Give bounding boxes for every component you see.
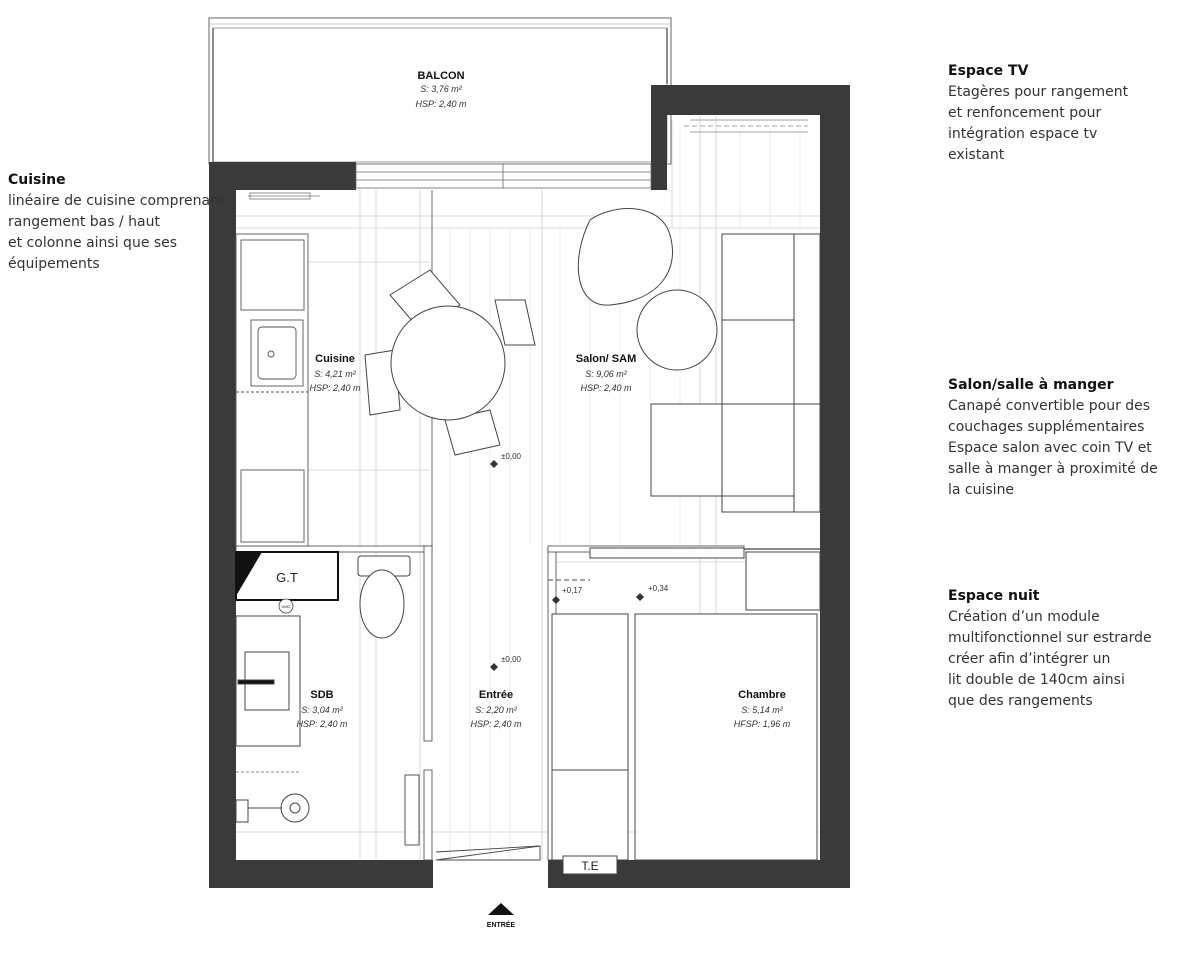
te-label: T.E (581, 859, 599, 873)
room-chambre-height: HFSP: 1,96 m (733, 719, 791, 729)
room-entree-surface: S: 2,20 m² (475, 705, 517, 715)
balcony-window (356, 164, 651, 188)
note-line: Espace salon avec coin TV et (948, 440, 1152, 456)
note-line: et colonne ainsi que ses (8, 235, 178, 251)
room-balcon-name: BALCON (417, 70, 465, 82)
note-nuit-title: Espace nuit (948, 588, 1040, 604)
note-line: Création d’un module (948, 609, 1100, 625)
dining-table (365, 270, 535, 455)
note-line: couchages supplémentaires (948, 419, 1145, 435)
room-sdb-name: SDB (310, 689, 334, 701)
gt-label: G.T (276, 570, 298, 585)
note-line: linéaire de cuisine comprenant (8, 193, 225, 209)
room-cuisine-name: Cuisine (315, 353, 355, 365)
room-salon-name: Salon/ SAM (575, 353, 637, 365)
note-line: et renfoncement pour (948, 105, 1102, 121)
note-tv (948, 63, 1173, 166)
note-cuisine-title: Cuisine (8, 172, 66, 188)
note-cuisine-text (8, 191, 238, 275)
level-salon: ±0,00 (501, 452, 521, 461)
note-line: Etagères pour rangement (948, 84, 1129, 100)
note-cuisine (8, 172, 238, 275)
room-cuisine-height: HSP: 2,40 m (309, 383, 361, 393)
note-salon (948, 377, 1173, 501)
note-line: que des rangements (948, 693, 1093, 709)
note-line: équipements (8, 256, 100, 272)
bedroom-module (548, 548, 820, 860)
entrance-arrow-icon (488, 903, 514, 915)
te-box (563, 856, 617, 874)
note-tv-text (948, 82, 1173, 166)
note-line: créer afin d’intégrer un (948, 651, 1111, 667)
room-salon-surface: S: 9,06 m² (585, 369, 627, 379)
entrance-marker (487, 903, 516, 929)
room-entree-height: HSP: 2,40 m (470, 719, 522, 729)
note-tv-title: Espace TV (948, 63, 1029, 79)
room-salon-height: HSP: 2,40 m (580, 383, 632, 393)
level-step1: +0,17 (562, 586, 583, 595)
level-step2: +0,34 (648, 584, 669, 593)
tv-shelf (684, 120, 808, 132)
room-balcon-height: HSP: 2,40 m (415, 99, 467, 109)
note-line: lit double de 140cm ainsi (948, 672, 1125, 688)
note-nuit-text (948, 607, 1173, 712)
note-line: multifonctionnel sur estrarde (948, 630, 1152, 646)
kitchen-counter (236, 234, 308, 546)
note-line: salle à manger à proximité de (948, 461, 1158, 477)
room-sdb-surface: S: 3,04 m² (301, 705, 343, 715)
note-salon-title: Salon/salle à manger (948, 377, 1114, 393)
note-line: Canapé convertible pour des (948, 398, 1151, 414)
gt-cabinet (236, 552, 338, 613)
room-entree-name: Entrée (478, 689, 514, 701)
note-line: la cuisine (948, 482, 1015, 498)
room-sdb-height: HSP: 2,40 m (296, 719, 348, 729)
vmc-label: VMC (281, 604, 291, 609)
note-line: rangement bas / haut (8, 214, 160, 230)
room-chambre-name: Chambre (738, 689, 786, 701)
entrance-label: ENTRÉE (486, 922, 516, 929)
note-line: intégration espace tv (948, 126, 1098, 142)
note-salon-text (948, 396, 1173, 501)
room-balcon-surface: S: 3,76 m² (420, 84, 462, 94)
room-cuisine-surface: S: 4,21 m² (314, 369, 356, 379)
level-entree: ±0,00 (501, 655, 521, 664)
note-nuit (948, 588, 1173, 712)
room-chambre-surface: S: 5,14 m² (741, 705, 783, 715)
note-line: existant (948, 147, 1005, 163)
